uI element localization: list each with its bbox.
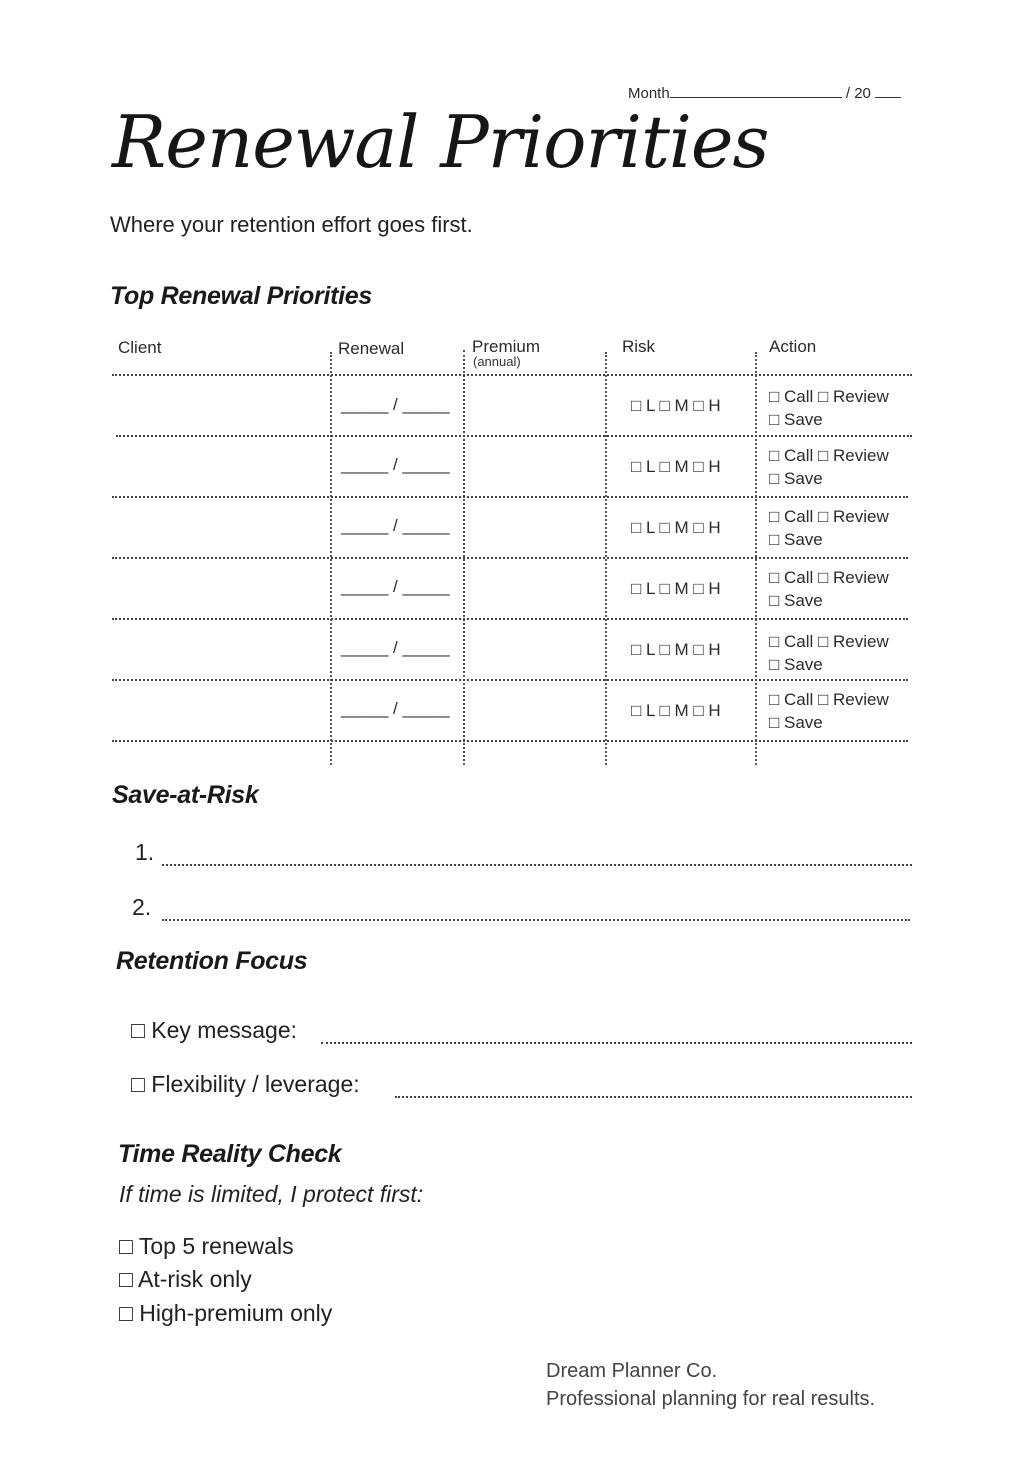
row-divider (112, 740, 908, 742)
page-subtitle: Where your retention effort goes first. (110, 212, 473, 237)
action-checkboxes[interactable] (769, 630, 889, 676)
row-divider (112, 374, 912, 376)
renewal-date-field[interactable]: _____ / _____ (341, 395, 450, 414)
col-action-header: Action (769, 337, 817, 356)
month-label: Month (628, 85, 670, 102)
action-line[interactable]: □ Call □ Review (769, 568, 889, 587)
key-message-line[interactable] (321, 1042, 912, 1044)
row-divider (112, 679, 908, 681)
renewal-date-field[interactable]: _____ / _____ (341, 699, 450, 718)
action-checkboxes[interactable] (769, 566, 889, 612)
save-item-line[interactable] (162, 919, 910, 921)
action-line[interactable]: □ Save (769, 530, 823, 549)
action-line[interactable]: □ Save (769, 591, 823, 610)
year-blank[interactable] (875, 85, 901, 98)
renewal-date-field[interactable]: _____ / _____ (341, 455, 450, 474)
risk-checkboxes[interactable]: □ L □ M □ H (631, 518, 721, 537)
action-line[interactable]: □ Save (769, 655, 823, 674)
col-premium-header: Premium (472, 337, 541, 356)
action-line[interactable]: □ Call □ Review (769, 387, 889, 406)
risk-checkboxes[interactable]: □ L □ M □ H (631, 579, 721, 598)
retention-focus-heading: Retention Focus (116, 947, 308, 975)
footer-brand: Dream Planner Co. (546, 1360, 718, 1382)
renewal-date-field[interactable]: _____ / _____ (341, 577, 450, 596)
option-at-risk-checkbox[interactable]: □ At-risk only (119, 1266, 252, 1292)
time-check-heading: Time Reality Check (118, 1140, 342, 1168)
renewal-date-field[interactable]: _____ / _____ (341, 516, 450, 535)
action-line[interactable]: □ Call □ Review (769, 446, 889, 465)
col-renewal-header: Renewal (338, 339, 405, 358)
save-item-number: 1. (135, 839, 155, 865)
flexibility-line[interactable] (395, 1096, 912, 1098)
option-top5-checkbox[interactable]: □ Top 5 renewals (119, 1233, 294, 1259)
col-risk-header: Risk (622, 337, 656, 356)
year-label: / 20 (845, 85, 871, 102)
save-item-line[interactable] (162, 864, 912, 866)
action-line[interactable]: □ Save (769, 410, 823, 429)
action-checkboxes[interactable] (769, 385, 889, 431)
action-line[interactable]: □ Save (769, 713, 823, 732)
risk-checkboxes[interactable]: □ L □ M □ H (631, 457, 721, 476)
time-check-prompt: If time is limited, I protect first: (119, 1181, 424, 1207)
row-divider (112, 618, 908, 620)
renewal-date-field[interactable]: _____ / _____ (341, 638, 450, 657)
action-checkboxes[interactable] (769, 505, 889, 551)
save-item-number: 2. (132, 894, 152, 920)
key-message-checkbox[interactable]: □ Key message: (131, 1017, 298, 1043)
row-divider (112, 496, 908, 498)
row-divider (112, 557, 908, 559)
risk-checkboxes[interactable]: □ L □ M □ H (631, 701, 721, 720)
footer-tagline: Professional planning for real results. (546, 1388, 876, 1410)
save-at-risk-heading: Save-at-Risk (112, 781, 259, 809)
action-line[interactable]: □ Call □ Review (769, 507, 889, 526)
flexibility-checkbox[interactable]: □ Flexibility / leverage: (131, 1071, 360, 1097)
action-line[interactable]: □ Call □ Review (769, 632, 889, 651)
risk-checkboxes[interactable]: □ L □ M □ H (631, 640, 721, 659)
action-line[interactable]: □ Save (769, 469, 823, 488)
top-priorities-heading: Top Renewal Priorities (110, 282, 372, 310)
option-high-premium-checkbox[interactable]: □ High-premium only (119, 1300, 333, 1326)
action-checkboxes[interactable] (769, 444, 889, 490)
col-client-header: Client (118, 338, 162, 357)
page-title: Renewal Priorities (112, 100, 769, 184)
footer (546, 1357, 875, 1413)
month-blank[interactable] (670, 85, 842, 98)
row-divider (116, 435, 912, 437)
action-line[interactable]: □ Call □ Review (769, 690, 889, 709)
risk-checkboxes[interactable]: □ L □ M □ H (631, 396, 721, 415)
col-premium-note: (annual) (473, 354, 521, 369)
action-checkboxes[interactable] (769, 688, 889, 734)
